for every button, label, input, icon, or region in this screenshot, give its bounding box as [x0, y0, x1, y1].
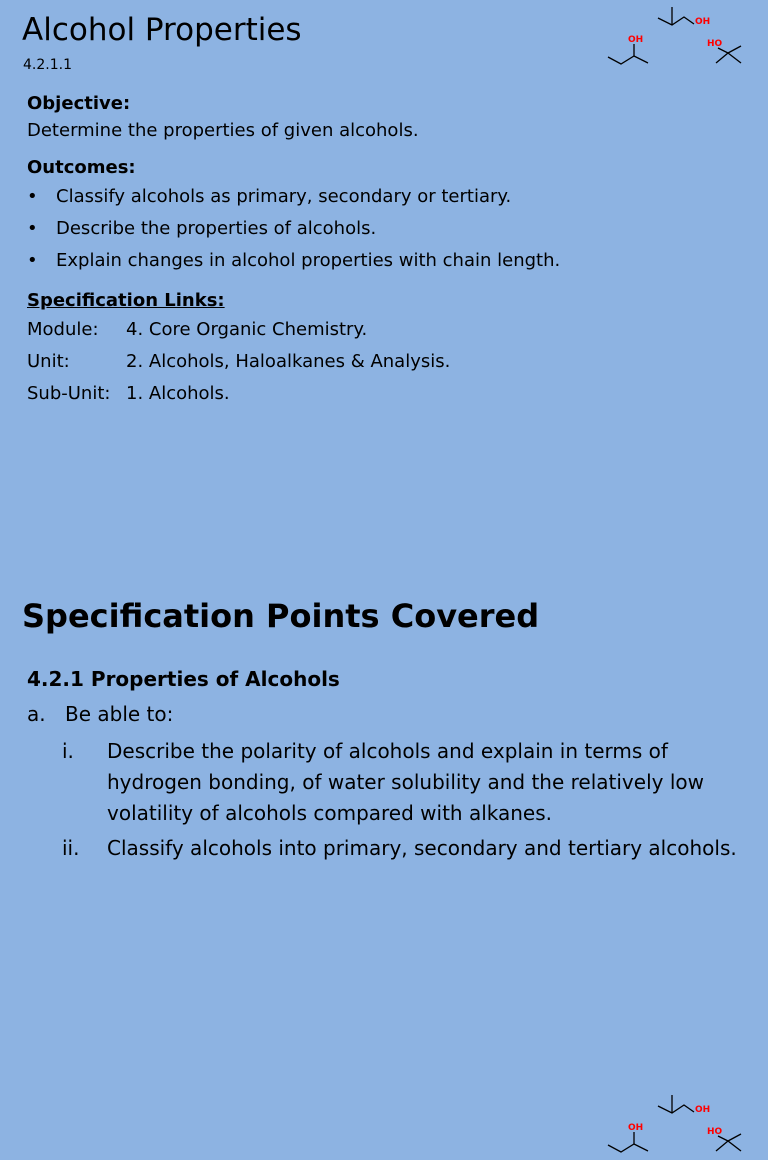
list-item	[62, 736, 757, 829]
slide-title: Specification Points Covered	[22, 597, 540, 635]
list-item: • Describe the properties of alcohols.	[27, 213, 747, 245]
oh-label: OH	[628, 1123, 644, 1133]
list-marker: a.	[27, 702, 46, 726]
spec-value: 1. Alcohols.	[126, 383, 230, 404]
list-item	[27, 696, 757, 732]
list-text: Be able to:	[65, 702, 174, 726]
list-text: Classify alcohols into primary, secondary and tertiary alcohols.	[107, 836, 737, 860]
list-item: • Explain changes in alcohol properties with chain length.	[27, 245, 747, 277]
list-text: Describe the polarity of alcohols and explain in terms of hydrogen bonding, of water solubility and the relatively low volatility of alcohols compared with alkanes.	[107, 739, 704, 825]
objective-text: Determine the properties of given alcohols.	[27, 120, 419, 141]
oh-label: OH	[695, 1105, 711, 1115]
list-item: • Classify alcohols as primary, secondary or tertiary.	[27, 181, 747, 213]
slide-body	[27, 662, 757, 864]
slide-body	[27, 90, 747, 410]
outcomes-list	[27, 181, 747, 277]
spec-value: 4. Core Organic Chemistry.	[126, 319, 368, 340]
objective-heading: Objective:	[27, 93, 131, 114]
slide-code: 4.2.1.1	[23, 57, 72, 73]
spec-label: Sub-Unit:	[27, 383, 111, 404]
section-heading: 4.2.1 Properties of Alcohols	[27, 667, 340, 691]
alcohol-structures-icon	[606, 2, 746, 72]
oh-label: OH	[695, 17, 711, 27]
spec-links-heading: Specification Links:	[27, 290, 225, 311]
list-marker: ii.	[62, 836, 80, 860]
spec-link-subunit	[27, 378, 747, 410]
spec-label: Unit:	[27, 351, 70, 372]
spec-link-module	[27, 314, 747, 346]
spec-link-unit	[27, 346, 747, 378]
outcomes-heading: Outcomes:	[27, 157, 136, 178]
slide-title: Alcohol Properties	[22, 12, 302, 48]
list-item	[62, 833, 757, 864]
oh-label: OH	[628, 35, 644, 45]
ho-label: HO	[707, 39, 723, 49]
slide-specification-points	[0, 512, 768, 1137]
list-marker: i.	[62, 739, 74, 763]
slide-alcohol-properties	[0, 0, 768, 512]
spec-value: 2. Alcohols, Haloalkanes & Analysis.	[126, 351, 451, 372]
spec-label: Module:	[27, 319, 99, 340]
alcohol-structures-icon	[606, 1090, 746, 1160]
ho-label: HO	[707, 1127, 723, 1137]
